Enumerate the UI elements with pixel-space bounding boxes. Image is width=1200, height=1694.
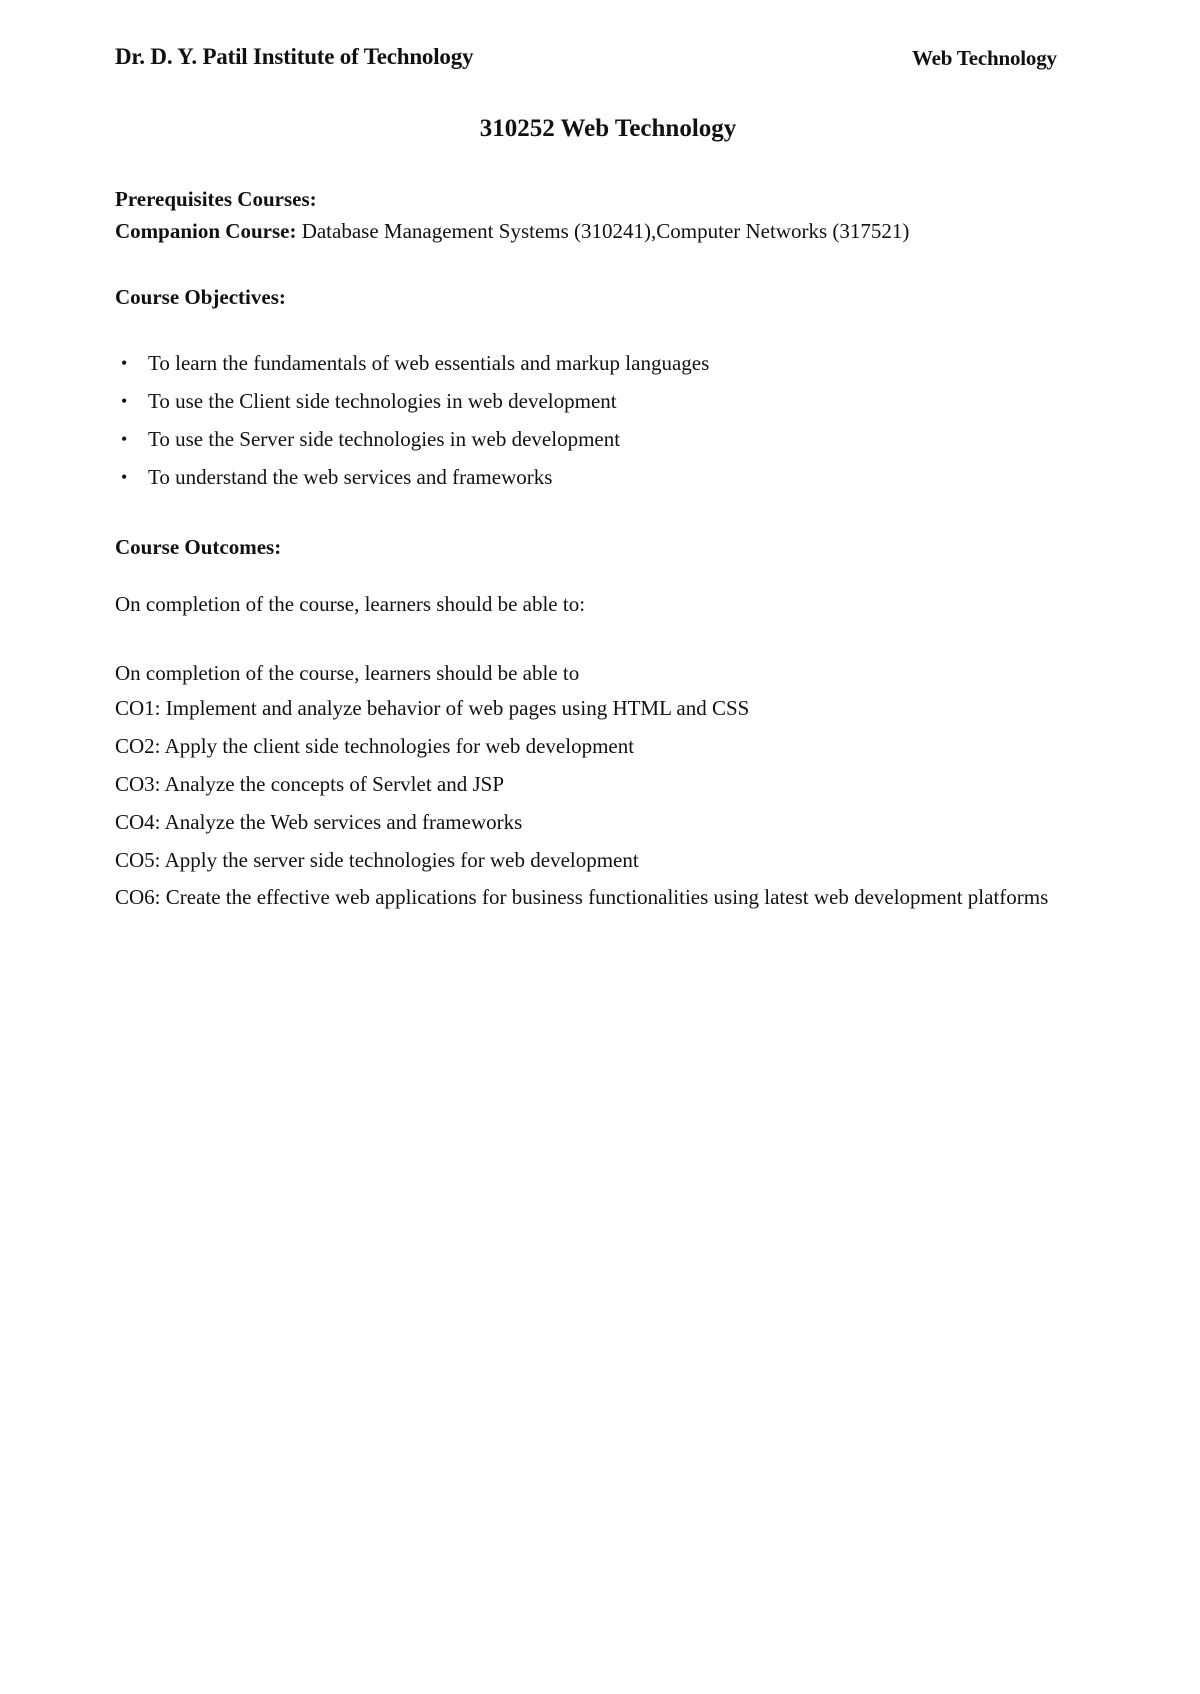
header-institute: Dr. D. Y. Patil Institute of Technology (115, 44, 474, 69)
prerequisites-label: Prerequisites Courses: (115, 187, 317, 211)
companion-course-value: Database Management Systems (310241),Computer Networks (317521) (296, 219, 910, 243)
objectives-heading: Course Objectives: (115, 285, 286, 309)
bullet-icon: • (121, 353, 128, 373)
outcome-co1: CO1: Implement and analyze behavior of web pages using HTML and CSS (115, 696, 750, 720)
list-item (115, 347, 709, 385)
objective-text: To use the Client side technologies in web development (148, 389, 617, 413)
bullet-icon: • (121, 429, 128, 449)
companion-course-line (115, 215, 909, 247)
objective-text: To use the Server side technologies in web development (148, 427, 621, 451)
bullet-icon: • (121, 391, 128, 411)
outcomes-heading: Course Outcomes: (115, 535, 282, 559)
objective-text: To understand the web services and frameworks (148, 465, 553, 489)
outcomes-intro-repeat: On completion of the course, learners should be able to (115, 661, 580, 685)
outcome-co5: CO5: Apply the server side technologies for web development (115, 848, 639, 872)
outcome-co4: CO4: Analyze the Web services and frameworks (115, 810, 523, 834)
companion-course-label: Companion Course: (115, 219, 297, 243)
outcomes-list (115, 692, 1105, 920)
page-title: 310252 Web Technology (479, 115, 737, 142)
header-subject: Web Technology (912, 46, 1057, 70)
outcome-co6: CO6: Create the effective web applications for business functionalities using latest web development platforms (115, 885, 1049, 909)
outcomes-intro: On completion of the course, learners should be able to: (115, 592, 586, 616)
list-item (115, 423, 709, 461)
list-item (115, 461, 709, 499)
outcome-co2: CO2: Apply the client side technologies for web development (115, 734, 635, 758)
bullet-icon: • (121, 467, 128, 487)
objective-text: To learn the fundamentals of web essentials and markup languages (148, 351, 710, 375)
outcome-co3: CO3: Analyze the concepts of Servlet and JSP (115, 772, 505, 796)
objectives-list (115, 347, 709, 499)
list-item (115, 385, 709, 423)
